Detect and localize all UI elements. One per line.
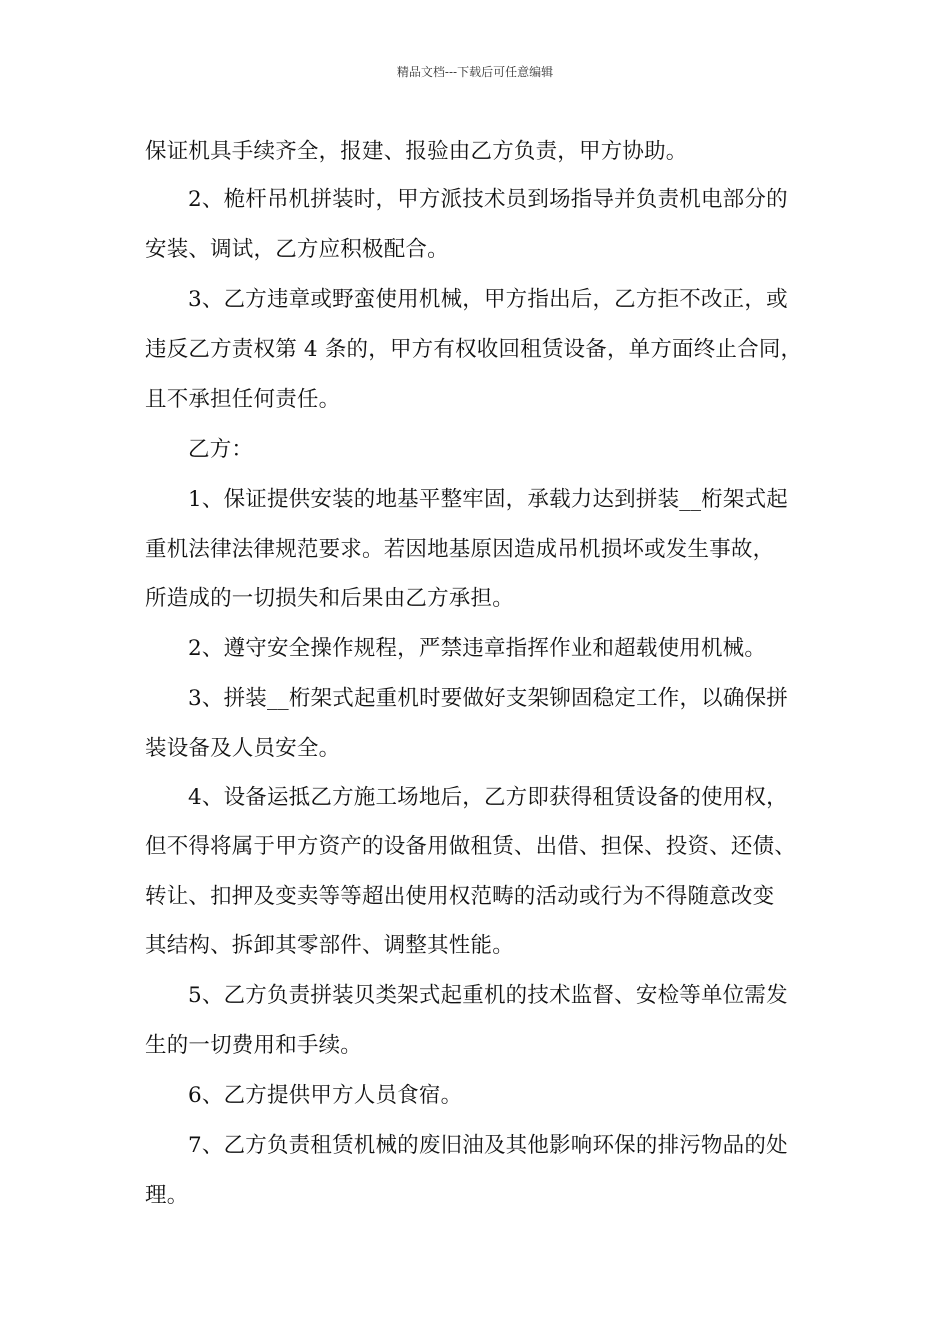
text-line: 但不得将属于甲方资产的设备用做租赁、出借、担保、投资、还债、 [145, 834, 797, 859]
text-line: 所造成的一切损失和后果由乙方承担。 [145, 586, 514, 611]
text-line: 1、保证提供安装的地基平整牢固，承载力达到拼装__桁架式起 [188, 487, 788, 512]
text-line: 理。 [145, 1183, 189, 1208]
text-line: 4、设备运抵乙方施工场地后，乙方即获得租赁设备的使用权， [188, 785, 788, 810]
text-line: 装设备及人员安全。 [145, 736, 341, 761]
text-line: 生的一切费用和手续。 [145, 1033, 363, 1058]
text-line: 其结构、拆卸其零部件、调整其性能。 [145, 933, 514, 958]
text-line: 2、遵守安全操作规程，严禁违章指挥作业和超载使用机械。 [188, 636, 767, 661]
text-line: 保证机具手续齐全，报建、报验由乙方负责，甲方协助。 [145, 139, 688, 164]
text-line: 安装、调试，乙方应积极配合。 [145, 237, 449, 262]
text-line: 违反乙方责权第 4 条的，甲方有权收回租赁设备，单方面终止合同， [145, 337, 803, 362]
text-line: 3、乙方违章或野蛮使用机械，甲方指出后，乙方拒不改正，或 [188, 287, 788, 312]
text-line: 7、乙方负责租赁机械的废旧油及其他影响环保的排污物品的处 [188, 1133, 788, 1158]
text-line: 6、乙方提供甲方人员食宿。 [188, 1083, 463, 1108]
text-line: 5、乙方负责拼装贝类架式起重机的技术监督、安检等单位需发 [188, 983, 788, 1008]
text-line: 且不承担任何责任。 [145, 387, 341, 412]
page-header: 精品文档---下载后可任意编辑 [396, 65, 554, 79]
text-line: 转让、扣押及变卖等等超出使用权范畴的活动或行为不得随意改变 [145, 884, 775, 909]
text-line: 2、桅杆吊机拼装时，甲方派技术员到场指导并负责机电部分的 [188, 187, 788, 212]
text-line: 重机法律法律规范要求。若因地基原因造成吊机损坏或发生事故， [145, 537, 775, 562]
section-label: 乙方： [188, 437, 254, 462]
text-line: 3、拼装__桁架式起重机时要做好支架铆固稳定工作，以确保拼 [188, 686, 788, 711]
